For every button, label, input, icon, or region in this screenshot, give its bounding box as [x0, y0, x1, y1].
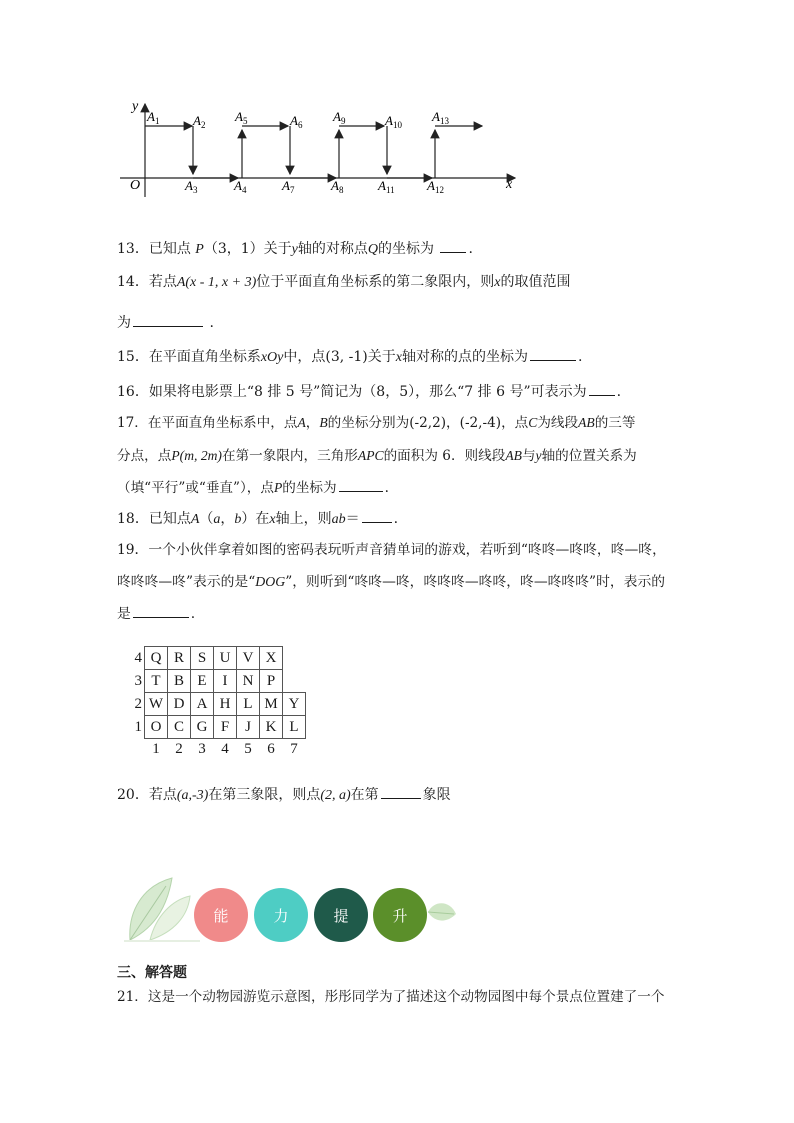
punctuation: . [384, 480, 389, 496]
math-var: xOy [260, 350, 284, 365]
question-number: 20． [117, 787, 149, 803]
math-coord: (2, a) [320, 788, 351, 803]
column-label: 1 [152, 741, 160, 758]
pill-label: 力 [273, 906, 289, 925]
math-var: A [297, 415, 306, 430]
coordinate-path-diagram [110, 92, 530, 202]
question-14 [117, 272, 570, 293]
cipher-cell: W [145, 693, 168, 716]
question-text: 为 [117, 315, 131, 331]
cipher-cell: N [237, 670, 260, 693]
ability-pill-3 [314, 888, 368, 942]
question-number: 15． [117, 349, 149, 365]
question-text: ”，则听到“咚咚—咚，咚咚咚—咚咚，咚—咚咚咚”时，表示的 [285, 574, 666, 590]
question-17-line3 [117, 477, 389, 498]
cipher-cell: O [145, 716, 168, 739]
question-text: 为线段 [537, 415, 579, 431]
leaf-decoration [122, 872, 202, 944]
point-label-A11: $A_{11}$ [378, 178, 395, 195]
cipher-cell: R [168, 647, 191, 670]
question-number: 21． [117, 989, 148, 1005]
math-var: y [291, 242, 298, 257]
question-text: 的坐标为 [378, 241, 435, 257]
question-text: 位于平面直角坐标系的第二象限内，则 [256, 274, 495, 290]
question-number: 18． [117, 511, 149, 527]
question-13 [117, 238, 473, 260]
question-text: 在第一象限内，三角形 [221, 448, 358, 464]
question-text: 象限 [422, 787, 451, 803]
question-text: 的三等 [594, 415, 636, 431]
question-text: 的坐标分别为 [327, 415, 410, 431]
cipher-row [128, 647, 306, 670]
row-label: 1 [134, 718, 142, 735]
section-title: 三、解答题 [117, 965, 187, 981]
punctuation: ） [241, 511, 256, 527]
question-text: 轴上，则 [275, 511, 332, 527]
question-text: 关于 [263, 241, 292, 257]
punctuation: . [468, 241, 473, 257]
question-text: 轴的位置关系为 [541, 448, 637, 464]
cipher-cell: G [191, 716, 214, 739]
math-expression: P(m, 2m) [171, 448, 222, 463]
cipher-cell: Q [145, 647, 168, 670]
answer-blank[interactable] [339, 477, 383, 492]
punctuation: ， [446, 415, 460, 431]
math-var: x [494, 275, 501, 290]
math-var: A [190, 512, 200, 527]
question-text: 的取值范围 [500, 274, 571, 290]
question-14-line2 [117, 312, 214, 333]
cipher-cell: T [145, 670, 168, 693]
ability-pill-2 [254, 888, 308, 942]
question-number: 16． [117, 384, 149, 400]
punctuation: . [190, 606, 196, 622]
small-leaf-icon [424, 898, 458, 928]
punctuation: ， [220, 511, 235, 527]
point-label-A3: $A_3$ [185, 178, 198, 195]
point-label-A13: $A_{13}$ [432, 109, 449, 126]
cipher-row [128, 693, 306, 716]
question-15 [117, 346, 582, 368]
question-19-line2 [117, 572, 665, 592]
math-var: C [528, 415, 538, 430]
point-label-A10: $A_{10}$ [385, 113, 402, 130]
column-label: 4 [221, 741, 229, 758]
question-text: 轴对称的点的坐标为 [401, 349, 528, 365]
question-21 [117, 987, 664, 1007]
answer-blank[interactable] [530, 346, 576, 361]
cipher-row [128, 670, 306, 693]
row-label: 2 [134, 695, 142, 712]
answer-blank[interactable] [362, 508, 392, 523]
cipher-table [128, 646, 306, 761]
punctuation: . [209, 315, 214, 331]
point-label-A12: $A_{12}$ [427, 178, 444, 195]
question-text: 分点，点 [117, 448, 172, 464]
math-coord: （3，1） [203, 241, 264, 257]
math-var: x [395, 350, 402, 365]
cipher-row [128, 716, 306, 739]
column-label: 7 [290, 741, 298, 758]
cipher-cell: U [214, 647, 237, 670]
column-label: 5 [244, 741, 252, 758]
math-var: P [273, 480, 283, 495]
question-text: 在平面直角坐标系 [148, 349, 261, 365]
pill-label: 能 [213, 906, 229, 925]
cipher-cell: M [260, 693, 283, 716]
math-var: AB [505, 448, 522, 463]
question-number: 14． [117, 274, 149, 290]
cipher-cell [283, 647, 306, 670]
question-text: 与 [521, 448, 536, 464]
math-coord: (-2,2) [409, 415, 447, 431]
ability-pill-4 [373, 888, 427, 942]
cipher-cell: E [191, 670, 214, 693]
cipher-cell: X [260, 647, 283, 670]
point-label-A6: $A_6$ [290, 113, 303, 130]
question-text: 关于 [367, 349, 396, 365]
question-text: 在第三象限，则点 [208, 787, 321, 803]
math-coord: (-2,-4) [459, 415, 502, 431]
cipher-cell: V [237, 647, 260, 670]
punctuation: （ [199, 511, 214, 527]
question-text: 轴的对称点 [297, 241, 368, 257]
point-label-A9: $A_9$ [333, 109, 346, 126]
point-label-A4: $A_4$ [234, 178, 247, 195]
question-number: 17． [117, 415, 148, 431]
y-axis-label: y [132, 99, 139, 114]
x-axis-label: x [506, 177, 513, 192]
math-var: b [234, 512, 242, 527]
math-var: Q [367, 242, 379, 257]
point-label-A8: $A_8$ [331, 178, 344, 195]
origin-label: O [130, 178, 141, 193]
question-text: ＝ [345, 511, 360, 527]
column-label: 3 [198, 741, 206, 758]
math-var: P [195, 242, 204, 257]
question-text: 的坐标为 [282, 480, 337, 496]
cipher-cell: L [237, 693, 260, 716]
math-expression: A(x - 1, x + 3) [176, 275, 257, 290]
question-text: 已知点 [148, 511, 191, 527]
cipher-cell: I [214, 670, 237, 693]
punctuation: . [616, 384, 622, 400]
answer-blank[interactable] [589, 381, 615, 396]
math-var: ab [331, 512, 346, 527]
math-var: a [213, 512, 221, 527]
math-var: APC [357, 448, 384, 463]
cipher-cell: D [168, 693, 191, 716]
column-label: 2 [175, 741, 183, 758]
question-text: 的面积为 6．则线段 [383, 448, 506, 464]
cipher-cell: C [168, 716, 191, 739]
row-label: 4 [134, 649, 142, 666]
question-number: 13． [117, 241, 149, 257]
cipher-cell [283, 670, 306, 693]
ability-pill-1 [194, 888, 248, 942]
cipher-cell: A [191, 693, 214, 716]
punctuation: . [577, 349, 583, 365]
math-var: x [269, 512, 276, 527]
answer-blank[interactable] [133, 603, 189, 618]
point-label-A7: $A_7$ [282, 178, 295, 195]
answer-blank[interactable] [381, 784, 421, 799]
question-16 [117, 381, 621, 402]
cipher-cell: S [191, 647, 214, 670]
cipher-cell: B [168, 670, 191, 693]
question-text: 在 [255, 511, 270, 527]
math-var: y [535, 448, 542, 463]
question-text: 中，点 [283, 349, 326, 365]
cipher-cell: L [283, 716, 306, 739]
question-19-line3 [117, 603, 195, 624]
math-var: B [319, 415, 328, 430]
question-text: 一个小伙伴拿着如图的密码表玩听声音猜单词的游戏，若听到“咚咚—咚咚，咚—咚， [148, 542, 666, 558]
point-label-A5: $A_5$ [235, 109, 248, 126]
cipher-cell: K [260, 716, 283, 739]
cipher-cell: P [260, 670, 283, 693]
question-19 [117, 540, 666, 560]
pill-label: 升 [392, 906, 408, 925]
question-text: ，点 [501, 415, 529, 431]
question-text: 这是一个动物园游览示意图，彤彤同学为了描述这个动物园图中每个景点位置建了一个 [147, 989, 665, 1005]
question-text: 如果将电影票上“8 排 5 号”简记为（8，5），那么“7 排 6 号”可表示为 [148, 384, 587, 400]
question-text: （填“平行”或“垂直”），点 [117, 480, 274, 496]
question-text: 在平面直角坐标系中，点 [147, 415, 298, 431]
question-text: 在第 [350, 787, 379, 803]
column-label-row [128, 739, 306, 761]
cipher-cell: H [214, 693, 237, 716]
column-label: 6 [267, 741, 275, 758]
math-coord: (a,-3) [176, 788, 209, 803]
cipher-cell: F [214, 716, 237, 739]
point-label-A2: $A_2$ [193, 113, 206, 130]
question-20 [117, 784, 451, 806]
question-17 [117, 413, 636, 433]
punctuation: . [393, 511, 399, 527]
pill-label: 提 [333, 906, 349, 925]
cipher-cell: Y [283, 693, 306, 716]
question-number: 19． [117, 542, 149, 558]
punctuation: ， [305, 415, 320, 431]
math-var: DOG [255, 574, 286, 589]
point-label-A1: $A_1$ [147, 109, 160, 126]
math-coord: (3, -1) [325, 349, 368, 365]
question-text: 若点 [148, 787, 177, 803]
question-text: 若点 [148, 274, 177, 290]
row-label: 3 [134, 672, 142, 689]
question-18 [117, 508, 398, 530]
question-text: 已知点 [148, 241, 191, 257]
question-17-line2 [117, 446, 637, 466]
answer-blank[interactable] [440, 238, 466, 253]
cipher-cell: J [237, 716, 260, 739]
answer-blank[interactable] [133, 312, 203, 327]
math-var: AB [578, 415, 595, 430]
question-text: 咚咚咚—咚”表示的是“ [117, 574, 256, 590]
question-text: 是 [117, 606, 131, 622]
